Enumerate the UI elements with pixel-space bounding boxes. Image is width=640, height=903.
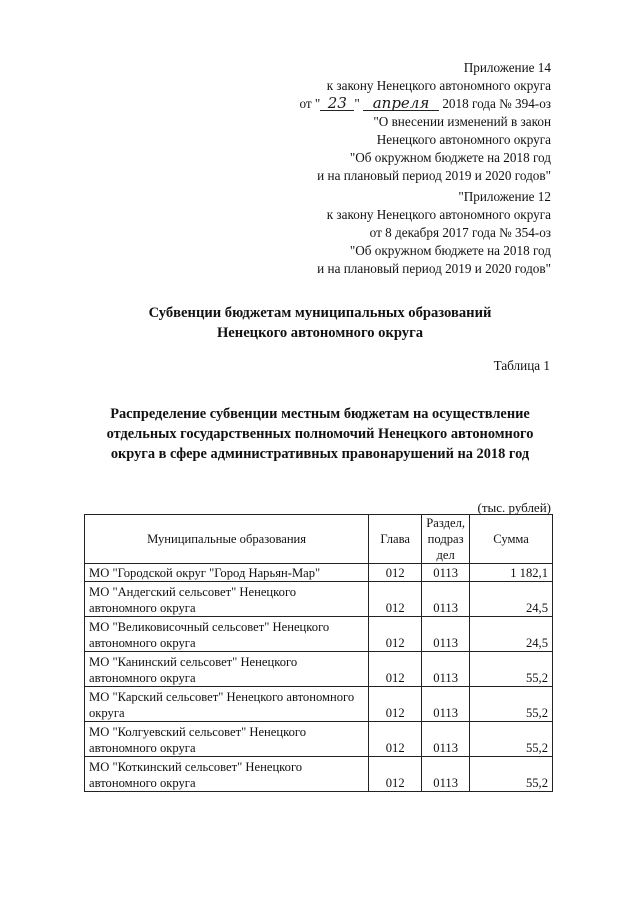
table-subheading — [0, 404, 640, 464]
header-section-l2: подраз — [427, 532, 464, 546]
appendix-current-block — [299, 59, 551, 185]
row-amount: 24,5 — [470, 582, 553, 617]
row-amount: 1 182,1 — [470, 564, 553, 582]
row-amount: 55,2 — [470, 652, 553, 687]
appendix-original-line3: от 8 декабря 2017 года № 354-оз — [369, 225, 551, 240]
table-row — [85, 652, 553, 687]
row-chapter: 012 — [369, 582, 422, 617]
appendix-current-line6: "Об окружном бюджете на 2018 год — [349, 150, 551, 165]
row-municipality — [85, 617, 369, 652]
row-chapter: 012 — [369, 687, 422, 722]
subheading-line1: Распределение субвенции местным бюджетам на осуществление — [110, 406, 530, 422]
row-municipality-l1: МО "Колгуевский сельсовет" Ненецкого — [89, 725, 307, 739]
appendix-current-line7: и на плановый период 2019 и 2020 годов" — [317, 168, 551, 183]
row-municipality — [85, 722, 369, 757]
row-municipality — [85, 652, 369, 687]
subsidy-table — [84, 514, 553, 792]
row-municipality-l2: округа — [89, 706, 125, 720]
row-municipality: МО "Городской округ "Город Нарьян-Мар" — [85, 564, 369, 582]
appendix-original-line1: "Приложение 12 — [458, 189, 551, 204]
row-municipality — [85, 582, 369, 617]
header-section-l1: Раздел, — [426, 516, 466, 530]
appendix-current-line5: Ненецкого автономного округа — [376, 132, 551, 147]
header-section-l3: дел — [436, 548, 455, 562]
appendix-current-line2: к закону Ненецкого автономного округа — [326, 78, 551, 93]
heading-line1: Субвенции бюджетам муниципальных образований — [148, 305, 492, 321]
header-amount: Сумма — [470, 515, 553, 564]
table-row — [85, 722, 553, 757]
document-heading — [0, 303, 640, 343]
row-municipality — [85, 757, 369, 792]
row-municipality-l1: МО "Великовисочный сельсовет" Ненецкого — [89, 620, 330, 634]
row-amount: 55,2 — [470, 687, 553, 722]
row-section: 0113 — [422, 687, 470, 722]
row-municipality-l1: МО "Андегский сельсовет" Ненецкого — [89, 585, 297, 599]
row-municipality-l1: МО "Канинский сельсовет" Ненецкого — [89, 655, 298, 669]
row-municipality — [85, 687, 369, 722]
row-section: 0113 — [422, 652, 470, 687]
table-row — [85, 757, 553, 792]
row-section: 0113 — [422, 722, 470, 757]
row-municipality-l2: автономного округа — [89, 671, 196, 685]
row-chapter: 012 — [369, 564, 422, 582]
row-chapter: 012 — [369, 617, 422, 652]
row-municipality-l2: автономного округа — [89, 601, 196, 615]
date-suffix: 2018 года № 394-оз — [442, 96, 551, 111]
appendix-original-line2: к закону Ненецкого автономного округа — [326, 207, 551, 222]
appendix-current-date-line — [299, 95, 551, 113]
date-prefix: от " — [299, 96, 321, 111]
row-municipality-l2: автономного округа — [89, 776, 196, 790]
appendix-original-block — [317, 188, 551, 278]
appendix-current-line4: "О внесении изменений в закон — [373, 114, 551, 129]
appendix-current-line1: Приложение 14 — [463, 60, 551, 75]
heading-line2: Ненецкого автономного округа — [216, 325, 424, 341]
row-amount: 55,2 — [470, 757, 553, 792]
table-row — [85, 687, 553, 722]
units-label: (тыс. рублей) — [477, 500, 551, 515]
appendix-original-line5: и на плановый период 2019 и 2020 годов" — [317, 261, 551, 276]
header-section — [422, 515, 470, 564]
row-section: 0113 — [422, 564, 470, 582]
row-chapter: 012 — [369, 722, 422, 757]
row-chapter: 012 — [369, 757, 422, 792]
row-section: 0113 — [422, 757, 470, 792]
handwritten-month: апреля — [363, 96, 439, 111]
row-section: 0113 — [422, 582, 470, 617]
row-chapter: 012 — [369, 652, 422, 687]
appendix-original-line4: "Об окружном бюджете на 2018 год — [349, 243, 551, 258]
row-municipality-l1: МО "Карский сельсовет" Ненецкого автономного — [89, 690, 355, 704]
row-amount: 55,2 — [470, 722, 553, 757]
table-row — [85, 617, 553, 652]
table-label: Таблица 1 — [493, 358, 550, 373]
row-municipality-l2: автономного округа — [89, 636, 196, 650]
subheading-line3: округа в сфере административных правонарушений на 2018 год — [110, 446, 530, 462]
table-header-row — [85, 515, 553, 564]
subheading-line2: отдельных государственных полномочий Ненецкого автономного — [106, 426, 534, 442]
table-row — [85, 582, 553, 617]
row-amount: 24,5 — [470, 617, 553, 652]
row-section: 0113 — [422, 617, 470, 652]
row-municipality-l1: МО "Коткинский сельсовет" Ненецкого — [89, 760, 303, 774]
table-row — [85, 564, 553, 582]
header-municipality: Муниципальные образования — [85, 515, 369, 564]
date-mid: " — [354, 96, 360, 111]
header-chapter: Глава — [369, 515, 422, 564]
handwritten-day: 23 — [320, 96, 354, 111]
row-municipality-l2: автономного округа — [89, 741, 196, 755]
